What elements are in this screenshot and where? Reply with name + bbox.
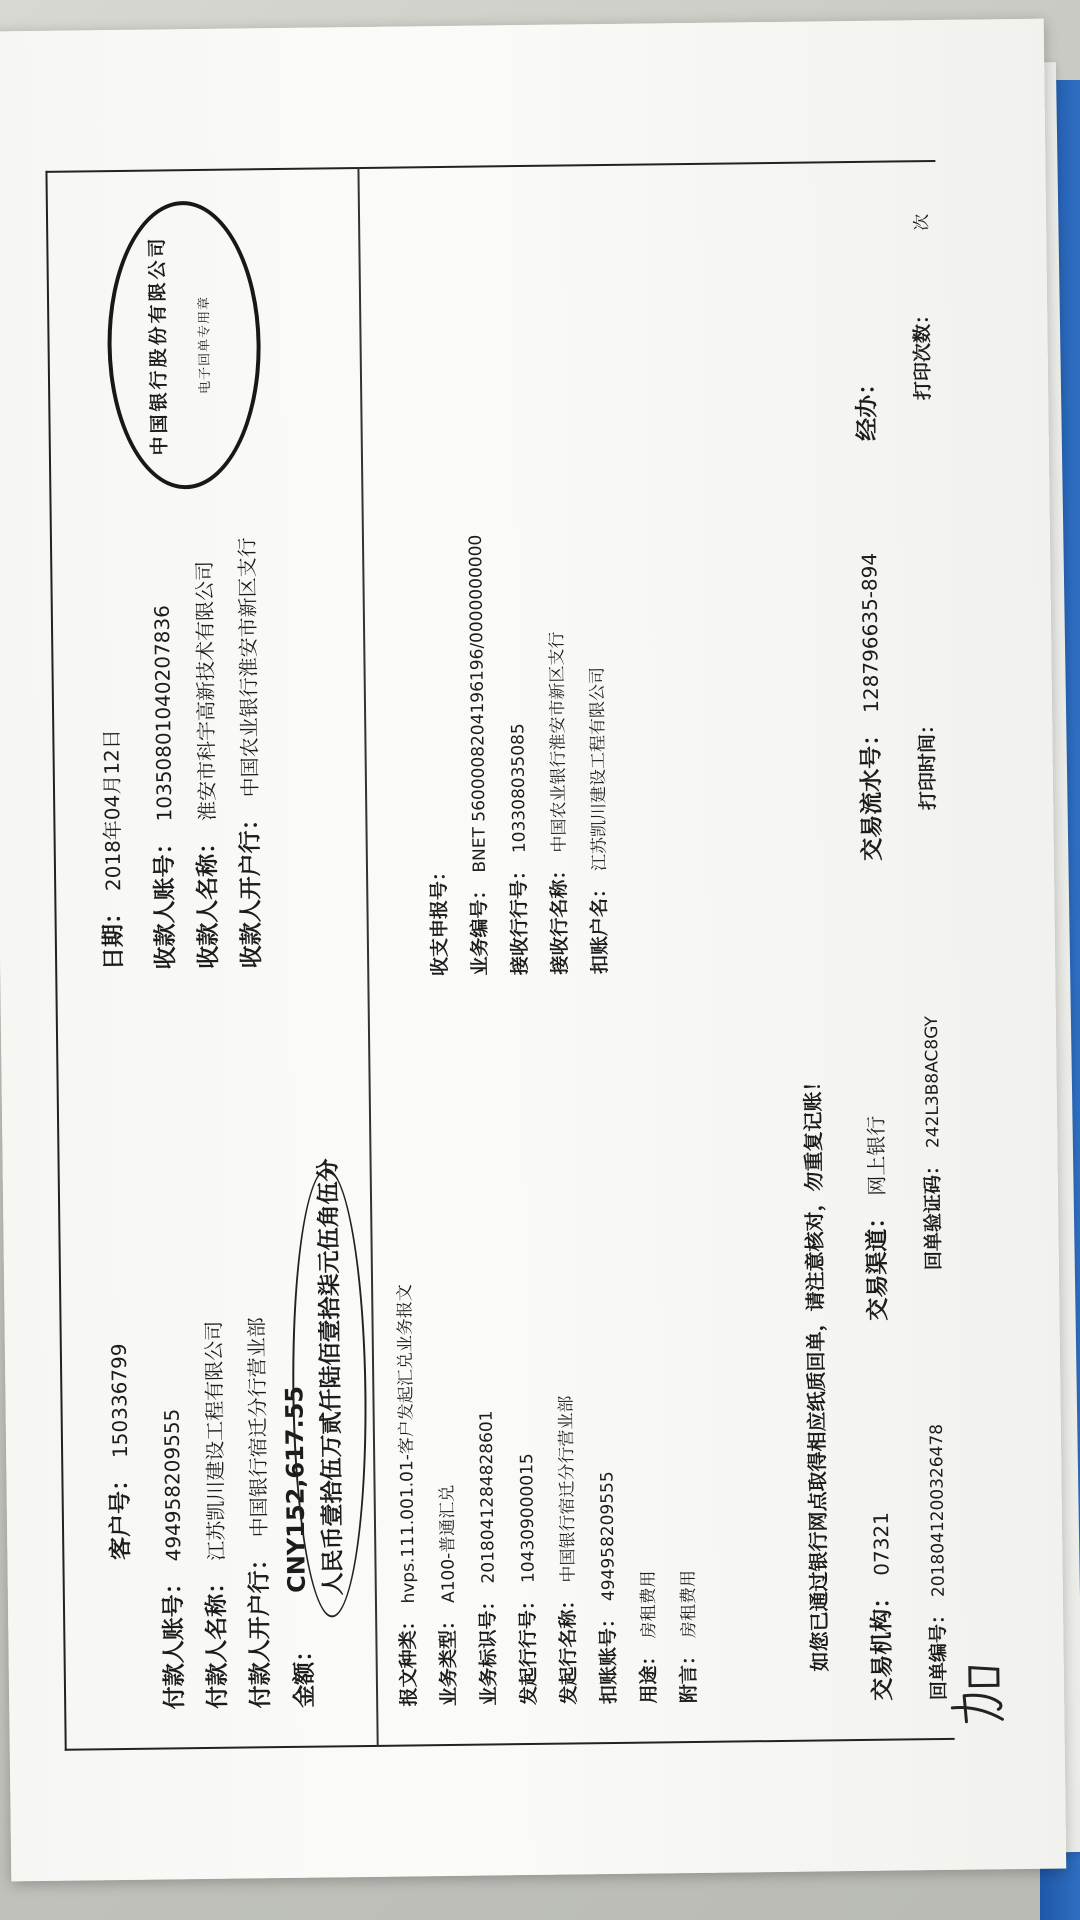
receipt-paper — [0, 19, 1066, 1882]
payee-account: 收款人账号：10350801040207836 — [149, 604, 180, 970]
print-count: 打印次数： 次 — [911, 213, 935, 401]
transaction-institution: 交易机构：07321 — [868, 1511, 897, 1701]
notice-text: 如您已通过银行网点取得相应纸质回单，请注意核对，勿重复记账！ — [800, 1071, 832, 1672]
print-time: 打印时间： — [916, 714, 940, 811]
payer-bank: 付款人开户行：中国银行宿迁分行营业部 — [244, 1317, 275, 1709]
verification-code: 回单验证码：242L3B8AC8GY — [921, 1015, 945, 1271]
business-type: 业务类型：A100-普通汇兑 — [437, 1484, 461, 1707]
receipt-number: 回单编号：201804120032647​8 — [926, 1423, 951, 1701]
business-number: 业务编号：BNET 560000820419619​6/0000000000 — [465, 534, 492, 976]
amount-numeric: CNY152,617.55 — [280, 1385, 311, 1594]
bank-seal-stamp: 中国银行股份有限公司 电子回单专用章 — [106, 200, 263, 490]
customer-number: 客户号：150336799 — [106, 1343, 135, 1561]
bank-receipt — [45, 159, 1014, 1750]
declaration-number: 收支申报号： — [427, 861, 452, 977]
receipt-frame-left — [65, 1738, 955, 1751]
payee-bank: 收款人开户行：中国农业银行淮安市新区支行 — [234, 537, 266, 969]
originating-bank-number: 发起行行号：104309000015 — [516, 1453, 541, 1706]
business-id: 业务标识号：20180412848286​01 — [476, 1410, 501, 1706]
originating-bank-name: 发起行名称：中国银行宿迁分行营业部 — [556, 1395, 581, 1705]
date: 日期：2018年04月12日 — [99, 729, 128, 971]
payer-name: 付款人名称：江苏凯川建设工程有限公司 — [201, 1320, 232, 1709]
handler: 经办： — [853, 371, 881, 441]
amount-in-words: 人民币壹拾伍万贰仟陆佰壹拾柒元伍角伍分 — [315, 1158, 347, 1596]
debit-account: 扣账账号：494958209555 — [597, 1471, 621, 1705]
receipt-frame-top — [45, 171, 66, 1751]
postscript: 附言：房租费用 — [677, 1569, 701, 1704]
purpose: 用途：房租费用 — [637, 1570, 661, 1704]
debit-account-name: 扣账户名：江苏凯川建设工程有限公司 — [587, 666, 612, 975]
payer-account: 付款人账号：494958209555 — [159, 1408, 189, 1710]
receipt-frame-right — [45, 160, 935, 173]
payee-name: 收款人名称：淮安市科宇高新技术有限公司 — [192, 560, 223, 970]
transaction-channel: 交易渠道：网上银行 — [864, 1115, 892, 1321]
receiving-bank-name: 接收行名称：中国农业银行淮安市新区支行 — [547, 631, 572, 975]
transaction-serial: 交易流水号：128796635-894 — [857, 552, 886, 861]
handwritten-mark-icon — [944, 1659, 1015, 1730]
receiving-bank-number: 接收行行号：103308035085 — [507, 723, 532, 976]
message-type: 报文种类：hvps.111.001.01-客户发起汇兑业务报文 — [395, 1284, 421, 1707]
amount-label: 金额： — [291, 1638, 319, 1708]
